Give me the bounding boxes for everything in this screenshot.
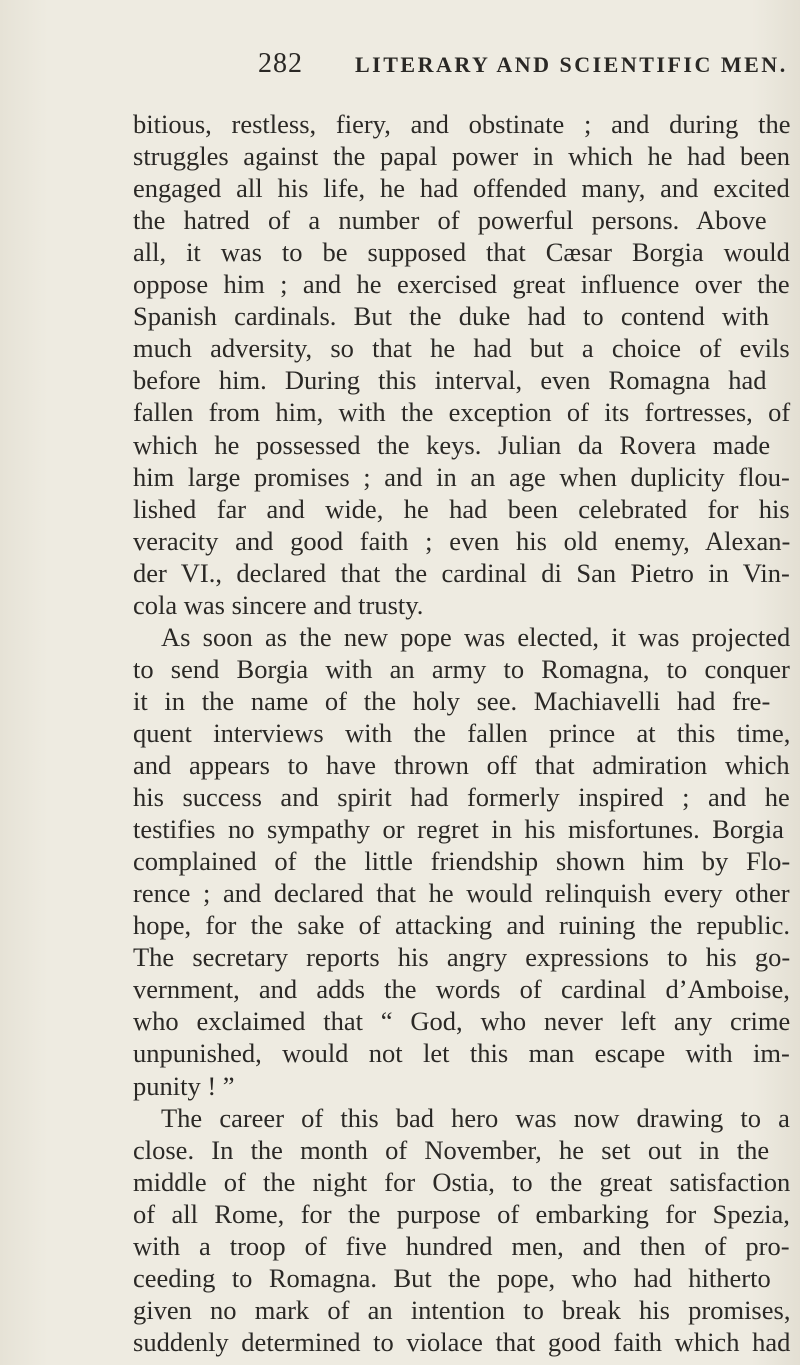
text-line: all, it was to be supposed that Cæsar Borgia would <box>133 237 790 268</box>
text-line: lished far and wide, he had been celebrated for his <box>133 493 790 524</box>
text-line: of all Rome, for the purpose of embarking for Spezia, <box>133 1198 790 1229</box>
text-line: him large promises ; and in an age when duplicity flou- <box>133 461 790 492</box>
text-line: struggles against the papal power in which he had been <box>133 141 791 172</box>
text-line: The secretary reports his angry expressions to his go- <box>133 942 791 973</box>
text-line: the hatred of a number of powerful persons. Above <box>133 205 767 236</box>
text-line: who exclaimed that “ God, who never left any crime <box>133 1006 791 1037</box>
text-line: which he possessed the keys. Julian da Rovera made <box>133 429 771 460</box>
text-line: Spanish cardinals. But the duke had to contend with <box>133 301 770 332</box>
running-head: LITERARY AND SCIENTIFIC MEN. <box>355 52 788 77</box>
text-line: quent interviews with the fallen prince at this time, <box>133 717 791 748</box>
text-line: testifies no sympathy or regret in his misfortunes. Borgia <box>133 814 784 845</box>
text-line: cola was sincere and trusty. <box>133 589 424 620</box>
text-line: with a troop of five hundred men, and then of pro- <box>133 1230 790 1261</box>
text-line: oppose him ; and he exercised great influence over the <box>133 269 790 300</box>
text-line: given no mark of an intention to break his promises, <box>133 1294 791 1325</box>
text-line: suddenly determined to violace that good faith which had <box>133 1326 791 1357</box>
text-line: complained of the little friendship shown him by Flo- <box>133 846 791 877</box>
text-line: As soon as the new pope was elected, it was projected <box>161 621 791 652</box>
text-line: punity ! ” <box>133 1070 235 1101</box>
text-line: unpunished, would not let this man escape with im- <box>133 1038 790 1069</box>
page-number: 282 <box>258 48 303 79</box>
page-header <box>258 48 788 88</box>
text-line: and appears to have thrown off that admiration which <box>133 750 790 780</box>
text-line: before him. During this interval, even Romagna had <box>133 365 767 396</box>
text-line: to send Borgia with an army to Romagna, to conquer <box>133 653 790 684</box>
text-line: veracity and good faith ; even his old enemy, Alexan- <box>133 525 791 556</box>
text-line: fallen from him, with the exception of its fortresses, of <box>133 397 791 428</box>
text-line: it in the name of the holy see. Machiavelli had fre- <box>133 685 771 716</box>
text-line: bitious, restless, fiery, and obstinate ; and during the <box>133 109 791 139</box>
text-line: vernment, and adds the words of cardinal d’Amboise, <box>133 974 790 1005</box>
text-line: ceeding to Romagna. But the pope, who had hitherto <box>133 1262 771 1293</box>
text-line: his success and spirit had formerly inspired ; and he <box>133 782 790 813</box>
text-line: engaged all his life, he had offended many, and excited <box>133 173 790 204</box>
text-line: The career of this bad hero was now drawing to a <box>161 1102 790 1133</box>
text-line: der VI., declared that the cardinal di San Pietro in Vin- <box>133 557 790 588</box>
text-line: much adversity, so that he had but a choice of evils <box>133 333 790 364</box>
text-line: rence ; and declared that he would relinquish every other <box>133 878 790 909</box>
text-line: middle of the night for Ostia, to the great satisfaction <box>133 1166 791 1197</box>
text-line: close. In the month of November, he set out in the <box>133 1134 770 1165</box>
text-line: hope, for the sake of attacking and ruining the republic. <box>133 910 790 941</box>
